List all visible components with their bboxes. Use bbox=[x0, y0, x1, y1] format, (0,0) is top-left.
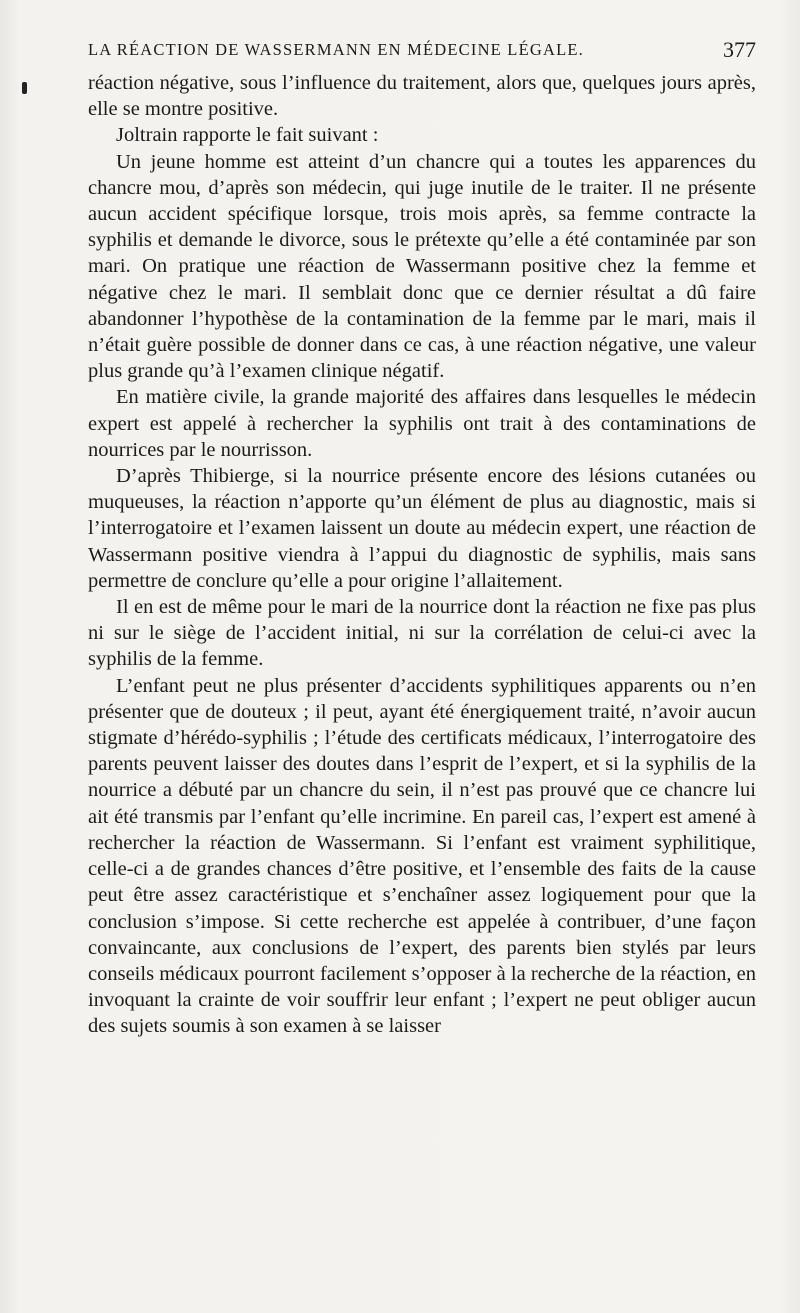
running-title: LA RÉACTION DE WASSERMANN EN MÉDECINE LÉGALE. bbox=[88, 40, 584, 59]
page-number: 377 bbox=[723, 37, 756, 62]
page-header bbox=[88, 30, 756, 70]
body-text bbox=[88, 70, 756, 1040]
margin-ink-mark bbox=[22, 82, 27, 94]
paragraph: Il en est de même pour le mari de la nourrice dont la réaction ne fixe pas plus ni sur le siège de l’accident initial, ni sur la corrélation de celui-ci avec la syphilis de la femme. bbox=[88, 596, 756, 671]
paragraph: D’après Thibierge, si la nourrice présente encore des lésions cutanées ou muqueuses, la réaction n’apporte qu’un élément de plus au diagnostic, mais si l’interrogatoire et l’examen laissent un doute au médecin expert, une réaction de Wassermann positive viendra à l’appui du diagnostic de syphilis, mais sans permettre de conclure qu’elle a pour origine l’allaitement. bbox=[88, 465, 756, 592]
paragraph: En matière civile, la grande majorité des affaires dans lesquelles le médecin expert est appelé à rechercher la syphilis ont trait à des contaminations de nourrices par le nourrisson. bbox=[88, 386, 756, 461]
paragraph: réaction négative, sous l’influence du traitement, alors que, quelques jours après, elle se montre positive. bbox=[88, 72, 756, 121]
paragraph: Joltrain rapporte le fait suivant : bbox=[116, 124, 379, 147]
paragraph: Un jeune homme est atteint d’un chancre qui a toutes les apparences du chancre mou, d’après son médecin, qui juge inutile de le traiter. Il ne présente aucun accident spécifique lorsque, trois mois après, sa femme contracte la syphilis et demande le divorce, sous le prétexte qu’elle a été contaminée par son mari. On pratique une réaction de Wassermann positive chez la femme et négative chez le mari. Il semblait donc que ce dernier résultat a dû faire abandonner l’hypothèse de la contamination de la femme par le mari, mais il n’était guère possible de donner dans ce cas, à une réaction négative, une valeur plus grande qu’à l’examen clinique négatif. bbox=[88, 150, 756, 383]
paragraph: L’enfant peut ne plus présenter d’accidents syphilitiques apparents ou n’en présenter que de douteux ; il peut, ayant été énergiquement traité, n’avoir aucun stigmate d’hérédo-syphilis ; l’étude des certificats médicaux, l’interrogatoire des parents peuvent laisser des doutes dans l’esprit de l’expert, et si la syphilis de la nourrice a débuté par un chancre du sein, il n’est pas prouvé que ce chancre lui ait été transmis par l’enfant qu’elle incrimine. En pareil cas, l’expert est amené à rechercher la réaction de Wassermann. Si l’enfant est vraiment syphilitique, celle-ci a de grandes chances d’être positive, et l’ensemble des faits de la cause peut être assez caractéristique et s’enchaîner assez logiquement pour que la conclusion s’impose. Si cette recherche est appelée à contribuer, d’une façon convaincante, aux conclusions de l’expert, des parents bien stylés par leurs conseils médicaux pourront facilement s’opposer à la recherche de la réaction, en invoquant la crainte de voir souffrir leur enfant ; l’expert ne peut obliger aucun des sujets soumis à son examen à se laisser bbox=[88, 674, 756, 1038]
